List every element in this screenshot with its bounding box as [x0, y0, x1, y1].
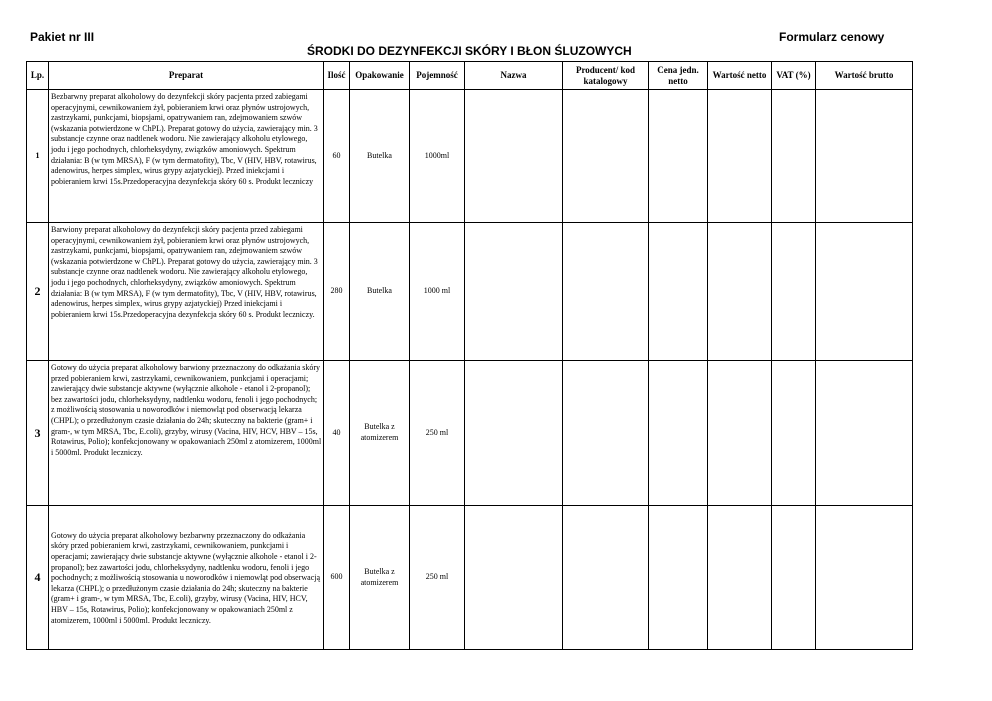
net-value-cell[interactable] [708, 90, 772, 223]
packaging-cell: Butelka [350, 90, 410, 223]
net-value-cell[interactable] [708, 361, 772, 506]
unit-net-price-cell[interactable] [649, 223, 708, 361]
packaging-cell: Butelka [350, 223, 410, 361]
col-header-wartosc-brutto: Wartość brutto [816, 62, 913, 90]
name-cell[interactable] [465, 506, 563, 650]
producer-code-cell[interactable] [563, 90, 649, 223]
capacity-cell: 1000 ml [410, 223, 465, 361]
col-header-wartosc-netto: Wartość netto [708, 62, 772, 90]
col-header-vat: VAT (%) [772, 62, 816, 90]
price-form-table [26, 61, 913, 650]
vat-cell[interactable] [772, 90, 816, 223]
vat-cell[interactable] [772, 361, 816, 506]
capacity-cell: 250 ml [410, 361, 465, 506]
table-row [27, 223, 913, 361]
col-header-ilosc: Ilość [324, 62, 350, 90]
producer-code-cell[interactable] [563, 506, 649, 650]
quantity-cell: 280 [324, 223, 350, 361]
table-header-row [27, 62, 913, 90]
col-header-producent: Producent/ kod katalogowy [563, 62, 649, 90]
capacity-cell: 1000ml [410, 90, 465, 223]
table-row [27, 361, 913, 506]
table-row [27, 90, 913, 223]
quantity-cell: 40 [324, 361, 350, 506]
unit-net-price-cell[interactable] [649, 361, 708, 506]
product-description: Gotowy do użycia preparat alkoholowy bezbarwny przeznaczony do odkażania skóry przed pobieraniem krwi, zastrzykami, cewnikowaniem, punkcjami i operacjami; zawierający dwie substancje aktywne (wyłącznie alkohole - etanol i 2-propanol); bez zawartości jodu, chlorheksydyny, nadtlenku wodoru, fenoli i jego pochodnych; z możliwością stosowania u noworodków i niemowląt pod obserwacją lekarza (CHPL); o przedłużonym czasie działania do 24h; skuteczny na bakterie (gram+ i gram-, w tym MRSA, Tbc, E.coli), grzyby, wirusy (Vacina, HIV, HCV, HBV – 15s, Rotawirus, Polio); konfekcjonowany w opakowaniach 250ml z atomizerem, 1000ml i 5000ml. Produkt leczniczy. [49, 506, 324, 650]
row-number: 1 [27, 90, 49, 223]
table-row [27, 506, 913, 650]
col-header-nazwa: Nazwa [465, 62, 563, 90]
net-value-cell[interactable] [708, 506, 772, 650]
col-header-pojemnosc: Pojemność [410, 62, 465, 90]
gross-value-cell[interactable] [816, 506, 913, 650]
name-cell[interactable] [465, 361, 563, 506]
row-number: 4 [27, 506, 49, 650]
col-header-cena: Cena jedn. netto [649, 62, 708, 90]
unit-net-price-cell[interactable] [649, 90, 708, 223]
vat-cell[interactable] [772, 506, 816, 650]
unit-net-price-cell[interactable] [649, 506, 708, 650]
capacity-cell: 250 ml [410, 506, 465, 650]
gross-value-cell[interactable] [816, 90, 913, 223]
vat-cell[interactable] [772, 223, 816, 361]
gross-value-cell[interactable] [816, 223, 913, 361]
product-description: Barwiony preparat alkoholowy do dezynfekcji skóry pacjenta przed zabiegami operacyjnymi, cewnikowaniem żył, pobieraniem krwi oraz płynów ustrojowych, zastrzykami, punkcjami, biopsjami, opatrywaniem ran, zdejmowaniem szwów (wskazania potwierdzone w ChPL). Preparat gotowy do użycia, zawierający min. 3 substancje czynne oraz nadtlenek wodoru. Nie zawierający alkoholu etylowego, jodu i jego pochodnych, chlorheksydyny, związków amoniowych. Spektrum działania: B (w tym MRSA), F (w tym dermatofity), Tbc, V (HIV, HBV, rotawirus, adenowirus, herpes simplex, wirus grypy azjatyckiej) Przed iniekcjami i pobieraniem krwi 15s.Przedoperacyjna dezynfekcja skóry 60 s. Produkt leczniczy. [49, 223, 324, 361]
producer-code-cell[interactable] [563, 361, 649, 506]
document-title: ŚRODKI DO DEZYNFEKCJI SKÓRY I BŁON ŚLUZOWYCH [307, 44, 632, 58]
row-number: 2 [27, 223, 49, 361]
package-number: Pakiet nr III [30, 30, 95, 44]
col-header-opakowanie: Opakowanie [350, 62, 410, 90]
name-cell[interactable] [465, 90, 563, 223]
name-cell[interactable] [465, 223, 563, 361]
row-number: 3 [27, 361, 49, 506]
col-header-lp: Lp. [27, 62, 49, 90]
gross-value-cell[interactable] [816, 361, 913, 506]
col-header-preparat: Preparat [49, 62, 324, 90]
product-description: Bezbarwny preparat alkoholowy do dezynfekcji skóry pacjenta przed zabiegami operacyjnymi, cewnikowaniem żył, pobieraniem krwi oraz płynów ustrojowych, zastrzykami, punkcjami, biopsjami, opatrywaniem ran, zdejmowaniem szwów (wskazania potwierdzone w ChPL). Preparat gotowy do użycia, zawierający min. 3 substancje czynne oraz nadtlenek wodoru. Nie zawierający alkoholu etylowego, jodu i jego pochodnych, chlorheksydyny, związków amoniowych. Spektrum działania: B (w tym MRSA), F (w tym dermatofity), Tbc, V (HIV, HBV, rotawirus, adenowirus, herpes simplex, wirus grypy azjatyckiej). Przed iniekcjami i pobieraniem krwi 15s.Przedoperacyjna dezynfekcja skóry 60 s. Produkt leczniczy [49, 90, 324, 223]
net-value-cell[interactable] [708, 223, 772, 361]
packaging-cell: Butelka z atomizerem [350, 361, 410, 506]
form-type-label: Formularz cenowy [779, 30, 885, 44]
quantity-cell: 600 [324, 506, 350, 650]
quantity-cell: 60 [324, 90, 350, 223]
packaging-cell: Butelka z atomizerem [350, 506, 410, 650]
product-description: Gotowy do użycia preparat alkoholowy barwiony przeznaczony do odkażania skóry przed pobieraniem krwi, zastrzykami, cewnikowaniem, punkcjami i operacjami; zawierający dwie substancje aktywne (wyłącznie alkohole - etanol i 2-propanol); bez zawartości jodu, chlorheksydyny, nadtlenku wodoru, fenoli i jego pochodnych; z możliwością stosowania u noworodków i niemowląt pod obserwacją lekarza (CHPL); o przedłużonym czasie działania do 24h; skuteczny na bakterie (gram+ i gram-, w tym MRSA, Tbc, E.coli), grzyby, wirusy (Vacina, HIV, HCV, HBV – 15s, Rotawirus, Polio); konfekcjonowany w opakowaniach 250ml z atomizerem, 1000ml i 5000ml. Produkt leczniczy. [49, 361, 324, 506]
producer-code-cell[interactable] [563, 223, 649, 361]
